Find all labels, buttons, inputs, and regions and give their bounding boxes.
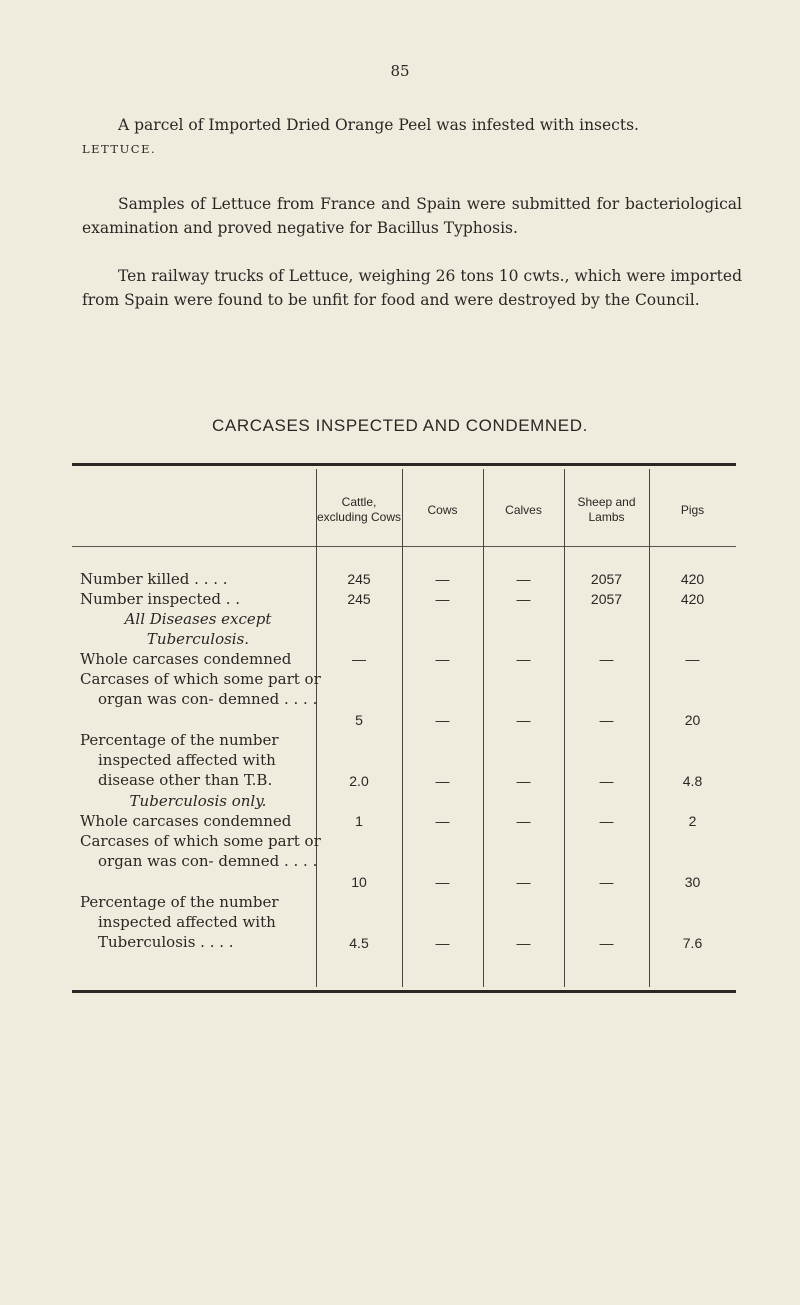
table-cell: —: [435, 651, 450, 667]
carcases-table: [72, 463, 736, 993]
page-number: 85: [390, 62, 410, 80]
row-label-inspected: Number inspected . .: [80, 590, 241, 608]
table-cell: 2: [688, 813, 697, 829]
table-header-rule: [72, 546, 736, 547]
table-cell: 20: [684, 712, 701, 728]
table-cell: 4.5: [349, 935, 369, 951]
table-cell: —: [516, 571, 531, 587]
row-label-killed: Number killed . . . .: [80, 570, 228, 588]
table-cell: —: [599, 712, 614, 728]
table-cell: 5: [355, 712, 363, 728]
table-cell: —: [516, 651, 531, 667]
table-cell: —: [435, 773, 450, 789]
table-cell: 245: [347, 571, 371, 587]
table-cell: —: [435, 591, 450, 607]
column-header-sheep: Sheep and Lambs: [577, 495, 636, 524]
table-cell: —: [516, 712, 531, 728]
row-label-all-percentage: Percentage of the number inspected affected with disease other than T.B.: [80, 731, 279, 789]
table-cell: —: [516, 591, 531, 607]
column-header-calves: Calves: [505, 502, 542, 517]
table-bottom-rule: [72, 990, 736, 993]
row-label-all-part: Carcases of which some part or organ was con- demned . . . .: [80, 670, 321, 708]
row-label-all-whole: Whole carcases condemned: [80, 650, 292, 668]
lettuce-heading: LETTUCE.: [82, 142, 157, 156]
table-cell: —: [435, 571, 450, 587]
table-cell: 4.8: [682, 773, 703, 789]
table-cell: 2.0: [349, 773, 369, 789]
table-cell: —: [599, 651, 614, 667]
row-label-tb-percentage: Percentage of the number inspected affected with Tuberculosis . . . .: [80, 893, 279, 951]
table-cell: 420: [680, 571, 705, 587]
row-label-tb-part: Carcases of which some part or organ was con- demned . . . .: [80, 832, 321, 870]
table-cell: 2057: [590, 571, 623, 587]
table-cell: —: [516, 935, 531, 951]
table-cell: —: [516, 773, 531, 789]
table-cell: —: [435, 712, 450, 728]
table-cell: 245: [347, 591, 371, 607]
table-cell: —: [435, 874, 450, 890]
column-header-pigs: Pigs: [680, 502, 705, 517]
table-top-rule: [72, 463, 736, 466]
lettuce-trucks-paragraph: Ten railway trucks of Lettuce, weighing 26 tons 10 cwts., which were imported from Spain were found to be unfit for food and were destroyed by the Council.: [82, 267, 742, 309]
table-cell: —: [516, 874, 531, 890]
table-cell: 420: [680, 591, 705, 607]
table-cell: 2057: [590, 591, 623, 607]
table-cell: 10: [351, 874, 367, 890]
table-cell: —: [599, 773, 614, 789]
section-heading-all-diseases: All Diseases except Tuberculosis.: [124, 610, 272, 648]
table-cell: —: [516, 813, 531, 829]
column-header-cows: Cows: [427, 502, 458, 517]
orange-peel-paragraph: A parcel of Imported Dried Orange Peel was infested with insects.: [118, 116, 639, 134]
table-cell: —: [599, 874, 614, 890]
table-cell: —: [352, 651, 366, 667]
section-heading-tuberculosis: Tuberculosis only.: [129, 792, 267, 810]
table-cell: —: [435, 813, 450, 829]
table-cell: 30: [684, 874, 701, 890]
table-cell: —: [599, 813, 614, 829]
table-cell: —: [435, 935, 450, 951]
table-cell: 7.6: [682, 935, 703, 951]
table-cell: —: [685, 651, 700, 667]
table-cell: 1: [355, 813, 363, 829]
row-label-tb-whole: Whole carcases condemned: [80, 812, 292, 830]
table-title: CARCASES INSPECTED AND CONDEMNED.: [212, 416, 588, 435]
column-header-cattle: Cattle, excluding Cows: [316, 495, 402, 524]
lettuce-samples-paragraph: Samples of Lettuce from France and Spain were submitted for bacteriological examination and proved negative for Bacillus Typhosis.: [82, 195, 742, 237]
table-cell: —: [599, 935, 614, 951]
